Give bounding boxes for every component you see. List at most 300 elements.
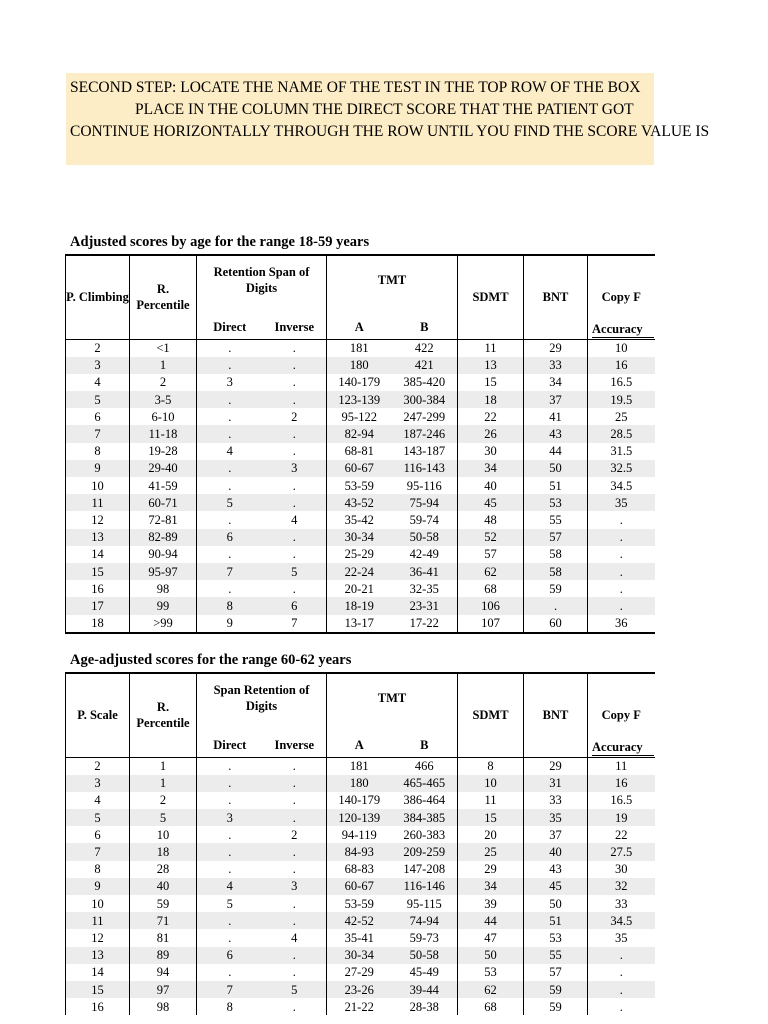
header-sdmt: SDMT: [458, 673, 524, 757]
score-table-60-62: [65, 672, 655, 1015]
header-bnt: BNT: [524, 673, 588, 757]
cell-tmt-b: 116-146: [392, 878, 458, 895]
cell-direct: .: [197, 546, 263, 563]
cell-p-score: 8: [66, 443, 130, 460]
cell-percentile: 40: [130, 878, 197, 895]
cell-tmt-a: 30-34: [327, 529, 392, 546]
cell-bnt: 37: [524, 391, 588, 408]
cell-direct: .: [197, 912, 263, 929]
header-tmt-b: B: [420, 319, 429, 334]
cell-tmt-b: 422: [392, 339, 458, 357]
cell-tmt-b: 260-383: [392, 826, 458, 843]
cell-percentile: 1: [130, 775, 197, 792]
table-row: [66, 425, 655, 442]
table-row: [66, 597, 655, 614]
cell-tmt-a: 120-139: [327, 809, 392, 826]
cell-p-score: 11: [66, 494, 130, 511]
cell-sdmt: 106: [458, 597, 524, 614]
cell-tmt-b: 45-49: [392, 964, 458, 981]
cell-p-score: 10: [66, 895, 130, 912]
cell-tmt-a: 180: [327, 775, 392, 792]
cell-copy-accuracy: .: [588, 580, 655, 597]
cell-tmt-b: 36-41: [392, 563, 458, 580]
cell-inverse: .: [263, 792, 327, 809]
cell-direct: 8: [197, 597, 263, 614]
cell-sdmt: 11: [458, 339, 524, 357]
table-row: [66, 998, 655, 1015]
cell-percentile: <1: [130, 339, 197, 357]
cell-sdmt: 29: [458, 861, 524, 878]
cell-inverse: 5: [263, 563, 327, 580]
cell-inverse: 7: [263, 615, 327, 633]
header-direct: Direct: [197, 315, 263, 339]
cell-tmt-a: 60-67: [327, 878, 392, 895]
cell-tmt-a: 140-179: [327, 792, 392, 809]
cell-bnt: 53: [524, 929, 588, 946]
cell-bnt: 59: [524, 998, 588, 1015]
cell-sdmt: 62: [458, 981, 524, 998]
cell-tmt-b: 32-35: [392, 580, 458, 597]
header-tmt-b: B: [420, 737, 429, 752]
cell-percentile: 2: [130, 374, 197, 391]
cell-copy-accuracy: 32: [588, 878, 655, 895]
cell-p-score: 9: [66, 878, 130, 895]
table-row: [66, 757, 655, 775]
cell-percentile: >99: [130, 615, 197, 633]
header-p-scale: P. Scale: [66, 673, 130, 757]
cell-direct: 6: [197, 529, 263, 546]
cell-copy-accuracy: 35: [588, 929, 655, 946]
cell-sdmt: 47: [458, 929, 524, 946]
table-row: [66, 615, 655, 633]
header-digit-span: Retention Span of Digits: [197, 255, 327, 315]
cell-copy-accuracy: 30: [588, 861, 655, 878]
cell-copy-accuracy: 28.5: [588, 425, 655, 442]
cell-tmt-a: 68-81: [327, 443, 392, 460]
cell-direct: .: [197, 929, 263, 946]
cell-inverse: 4: [263, 929, 327, 946]
header-copy-f: Copy F: [588, 673, 655, 757]
cell-inverse: .: [263, 843, 327, 860]
cell-percentile: 18: [130, 843, 197, 860]
cell-copy-accuracy: 16: [588, 357, 655, 374]
instruction-line-2: PLACE IN THE COLUMN THE DIRECT SCORE THAT THE PATIENT GOT: [135, 101, 634, 118]
table-row: [66, 529, 655, 546]
cell-sdmt: 8: [458, 757, 524, 775]
cell-tmt-a: 13-17: [327, 615, 392, 633]
cell-bnt: 55: [524, 947, 588, 964]
table-row: [66, 826, 655, 843]
header-copy-f: Copy F: [588, 255, 655, 339]
table-row: [66, 947, 655, 964]
cell-percentile: 59: [130, 895, 197, 912]
cell-tmt-a: 42-52: [327, 912, 392, 929]
cell-copy-accuracy: 16.5: [588, 792, 655, 809]
cell-bnt: 50: [524, 895, 588, 912]
cell-sdmt: 50: [458, 947, 524, 964]
cell-tmt-a: 181: [327, 339, 392, 357]
cell-copy-accuracy: 35: [588, 494, 655, 511]
cell-direct: .: [197, 391, 263, 408]
cell-copy-accuracy: 22: [588, 826, 655, 843]
cell-tmt-a: 25-29: [327, 546, 392, 563]
cell-tmt-a: 53-59: [327, 895, 392, 912]
cell-direct: .: [197, 425, 263, 442]
cell-bnt: .: [524, 597, 588, 614]
cell-bnt: 51: [524, 477, 588, 494]
table-title: Adjusted scores by age for the range 18-59 years: [70, 234, 370, 250]
cell-inverse: .: [263, 425, 327, 442]
cell-sdmt: 11: [458, 792, 524, 809]
cell-percentile: 95-97: [130, 563, 197, 580]
cell-bnt: 35: [524, 809, 588, 826]
cell-inverse: .: [263, 391, 327, 408]
table-body: [66, 339, 655, 633]
cell-percentile: 94: [130, 964, 197, 981]
cell-tmt-b: 385-420: [392, 374, 458, 391]
cell-tmt-a: 95-122: [327, 408, 392, 425]
cell-bnt: 45: [524, 878, 588, 895]
cell-tmt-b: 95-115: [392, 895, 458, 912]
cell-tmt-b: 39-44: [392, 981, 458, 998]
cell-bnt: 40: [524, 843, 588, 860]
cell-copy-accuracy: 27.5: [588, 843, 655, 860]
cell-inverse: 3: [263, 878, 327, 895]
table-body: [66, 757, 655, 1015]
cell-tmt-a: 22-24: [327, 563, 392, 580]
cell-p-score: 16: [66, 580, 130, 597]
cell-p-score: 13: [66, 529, 130, 546]
cell-percentile: 97: [130, 981, 197, 998]
table-row: [66, 861, 655, 878]
header-p-climbing: P. Climbing: [66, 255, 130, 339]
table-row: [66, 929, 655, 946]
cell-tmt-b: 42-49: [392, 546, 458, 563]
cell-percentile: 71: [130, 912, 197, 929]
cell-copy-accuracy: .: [588, 964, 655, 981]
cell-p-score: 16: [66, 998, 130, 1015]
cell-tmt-b: 386-464: [392, 792, 458, 809]
cell-copy-accuracy: 16.5: [588, 374, 655, 391]
cell-direct: 7: [197, 981, 263, 998]
cell-inverse: 6: [263, 597, 327, 614]
cell-bnt: 60: [524, 615, 588, 633]
table-row: [66, 460, 655, 477]
table-row: [66, 391, 655, 408]
cell-p-score: 6: [66, 826, 130, 843]
cell-copy-accuracy: .: [588, 546, 655, 563]
table-row: [66, 981, 655, 998]
table-row: [66, 563, 655, 580]
cell-tmt-b: 147-208: [392, 861, 458, 878]
cell-direct: .: [197, 580, 263, 597]
cell-direct: 5: [197, 494, 263, 511]
cell-inverse: .: [263, 529, 327, 546]
cell-tmt-a: 35-42: [327, 511, 392, 528]
cell-tmt-a: 53-59: [327, 477, 392, 494]
cell-p-score: 15: [66, 981, 130, 998]
cell-sdmt: 39: [458, 895, 524, 912]
cell-direct: 8: [197, 998, 263, 1015]
cell-percentile: 2: [130, 792, 197, 809]
cell-inverse: .: [263, 757, 327, 775]
cell-inverse: .: [263, 809, 327, 826]
cell-p-score: 13: [66, 947, 130, 964]
cell-copy-accuracy: 16: [588, 775, 655, 792]
cell-copy-accuracy: .: [588, 597, 655, 614]
cell-sdmt: 25: [458, 843, 524, 860]
cell-copy-accuracy: 25: [588, 408, 655, 425]
cell-bnt: 29: [524, 757, 588, 775]
cell-direct: .: [197, 460, 263, 477]
table-row: [66, 964, 655, 981]
cell-sdmt: 45: [458, 494, 524, 511]
cell-p-score: 10: [66, 477, 130, 494]
cell-copy-accuracy: 32.5: [588, 460, 655, 477]
cell-bnt: 33: [524, 792, 588, 809]
cell-tmt-a: 84-93: [327, 843, 392, 860]
cell-copy-accuracy: .: [588, 511, 655, 528]
cell-inverse: .: [263, 964, 327, 981]
cell-percentile: 72-81: [130, 511, 197, 528]
cell-direct: .: [197, 861, 263, 878]
cell-copy-accuracy: 34.5: [588, 912, 655, 929]
cell-percentile: 5: [130, 809, 197, 826]
cell-tmt-a: 30-34: [327, 947, 392, 964]
header-r-percentile: R. Percentile: [130, 673, 197, 757]
cell-inverse: .: [263, 998, 327, 1015]
cell-tmt-b: 74-94: [392, 912, 458, 929]
cell-tmt-b: 247-299: [392, 408, 458, 425]
cell-copy-accuracy: .: [588, 998, 655, 1015]
cell-copy-accuracy: .: [588, 981, 655, 998]
header-accuracy: Accuracy: [592, 322, 654, 338]
cell-sdmt: 20: [458, 826, 524, 843]
cell-copy-accuracy: 10: [588, 339, 655, 357]
cell-bnt: 51: [524, 912, 588, 929]
cell-tmt-a: 123-139: [327, 391, 392, 408]
cell-sdmt: 18: [458, 391, 524, 408]
cell-inverse: 4: [263, 511, 327, 528]
cell-sdmt: 30: [458, 443, 524, 460]
cell-sdmt: 34: [458, 878, 524, 895]
table-row: [66, 374, 655, 391]
cell-tmt-b: 116-143: [392, 460, 458, 477]
cell-tmt-a: 181: [327, 757, 392, 775]
cell-sdmt: 57: [458, 546, 524, 563]
cell-direct: .: [197, 826, 263, 843]
cell-bnt: 55: [524, 511, 588, 528]
cell-sdmt: 34: [458, 460, 524, 477]
table-row: [66, 339, 655, 357]
cell-percentile: 6-10: [130, 408, 197, 425]
header-sdmt: SDMT: [458, 255, 524, 339]
cell-bnt: 53: [524, 494, 588, 511]
cell-tmt-b: 75-94: [392, 494, 458, 511]
cell-percentile: 60-71: [130, 494, 197, 511]
cell-copy-accuracy: 33: [588, 895, 655, 912]
cell-inverse: .: [263, 580, 327, 597]
cell-copy-accuracy: 19.5: [588, 391, 655, 408]
table-row: [66, 443, 655, 460]
cell-direct: .: [197, 757, 263, 775]
cell-percentile: 98: [130, 580, 197, 597]
cell-inverse: .: [263, 339, 327, 357]
cell-p-score: 14: [66, 546, 130, 563]
cell-sdmt: 22: [458, 408, 524, 425]
cell-copy-accuracy: 34.5: [588, 477, 655, 494]
cell-tmt-a: 27-29: [327, 964, 392, 981]
table-row: [66, 843, 655, 860]
table-row: [66, 580, 655, 597]
cell-p-score: 12: [66, 511, 130, 528]
cell-percentile: 19-28: [130, 443, 197, 460]
cell-direct: .: [197, 357, 263, 374]
cell-tmt-a: 43-52: [327, 494, 392, 511]
cell-bnt: 58: [524, 563, 588, 580]
cell-direct: .: [197, 477, 263, 494]
cell-tmt-b: 143-187: [392, 443, 458, 460]
cell-p-score: 4: [66, 374, 130, 391]
cell-sdmt: 48: [458, 511, 524, 528]
table-row: [66, 809, 655, 826]
cell-p-score: 3: [66, 357, 130, 374]
cell-tmt-b: 50-58: [392, 529, 458, 546]
cell-percentile: 99: [130, 597, 197, 614]
cell-copy-accuracy: 11: [588, 757, 655, 775]
cell-inverse: .: [263, 912, 327, 929]
cell-tmt-b: 95-116: [392, 477, 458, 494]
cell-percentile: 1: [130, 757, 197, 775]
cell-p-score: 3: [66, 775, 130, 792]
table-row: [66, 357, 655, 374]
cell-direct: 3: [197, 374, 263, 391]
cell-direct: 4: [197, 443, 263, 460]
cell-tmt-b: 421: [392, 357, 458, 374]
cell-bnt: 50: [524, 460, 588, 477]
cell-percentile: 41-59: [130, 477, 197, 494]
cell-tmt-a: 23-26: [327, 981, 392, 998]
cell-inverse: .: [263, 443, 327, 460]
header-tmt-a: A: [327, 315, 392, 339]
cell-percentile: 81: [130, 929, 197, 946]
cell-p-score: 6: [66, 408, 130, 425]
cell-direct: .: [197, 339, 263, 357]
header-tmt: TMT: [327, 673, 458, 733]
cell-percentile: 82-89: [130, 529, 197, 546]
cell-tmt-a: 140-179: [327, 374, 392, 391]
cell-sdmt: 26: [458, 425, 524, 442]
cell-p-score: 7: [66, 425, 130, 442]
cell-inverse: .: [263, 775, 327, 792]
cell-tmt-b: 187-246: [392, 425, 458, 442]
cell-tmt-a: 82-94: [327, 425, 392, 442]
cell-sdmt: 68: [458, 998, 524, 1015]
cell-tmt-b: 50-58: [392, 947, 458, 964]
cell-sdmt: 107: [458, 615, 524, 633]
cell-sdmt: 53: [458, 964, 524, 981]
cell-sdmt: 10: [458, 775, 524, 792]
cell-percentile: 90-94: [130, 546, 197, 563]
table-row: [66, 546, 655, 563]
table-row: [66, 912, 655, 929]
cell-p-score: 8: [66, 861, 130, 878]
table-row: [66, 792, 655, 809]
score-table-18-59: [65, 254, 655, 634]
header-tmt: TMT: [327, 255, 458, 315]
cell-p-score: 4: [66, 792, 130, 809]
cell-sdmt: 52: [458, 529, 524, 546]
header-direct: Direct: [197, 733, 263, 757]
cell-tmt-b: 28-38: [392, 998, 458, 1015]
cell-tmt-b: 384-385: [392, 809, 458, 826]
header-inverse: Inverse: [274, 737, 315, 752]
cell-percentile: 10: [130, 826, 197, 843]
cell-direct: .: [197, 408, 263, 425]
table-row: [66, 408, 655, 425]
cell-p-score: 12: [66, 929, 130, 946]
cell-inverse: .: [263, 895, 327, 912]
cell-inverse: 2: [263, 826, 327, 843]
cell-tmt-a: 94-119: [327, 826, 392, 843]
cell-tmt-a: 60-67: [327, 460, 392, 477]
cell-tmt-a: 180: [327, 357, 392, 374]
cell-direct: .: [197, 792, 263, 809]
header-digit-span: Span Retention of Digits: [197, 673, 327, 733]
cell-sdmt: 13: [458, 357, 524, 374]
cell-percentile: 3-5: [130, 391, 197, 408]
cell-p-score: 7: [66, 843, 130, 860]
cell-tmt-a: 21-22: [327, 998, 392, 1015]
cell-bnt: 58: [524, 546, 588, 563]
cell-p-score: 18: [66, 615, 130, 633]
cell-p-score: 5: [66, 809, 130, 826]
instruction-line-3: CONTINUE HORIZONTALLY THROUGH THE ROW UNTIL YOU FIND THE SCORE VALUE IS: [70, 123, 710, 140]
cell-sdmt: 40: [458, 477, 524, 494]
cell-direct: .: [197, 511, 263, 528]
cell-p-score: 2: [66, 339, 130, 357]
cell-tmt-a: 20-21: [327, 580, 392, 597]
cell-inverse: .: [263, 546, 327, 563]
header-bnt: BNT: [524, 255, 588, 339]
cell-inverse: .: [263, 357, 327, 374]
cell-bnt: 44: [524, 443, 588, 460]
cell-tmt-b: 23-31: [392, 597, 458, 614]
cell-direct: 6: [197, 947, 263, 964]
cell-bnt: 41: [524, 408, 588, 425]
cell-tmt-b: 17-22: [392, 615, 458, 633]
cell-direct: 5: [197, 895, 263, 912]
cell-direct: 3: [197, 809, 263, 826]
cell-inverse: 2: [263, 408, 327, 425]
cell-inverse: .: [263, 947, 327, 964]
instruction-line-1: SECOND STEP: LOCATE THE NAME OF THE TEST IN THE TOP ROW OF THE BOX: [70, 79, 641, 96]
cell-percentile: 98: [130, 998, 197, 1015]
cell-p-score: 14: [66, 964, 130, 981]
cell-sdmt: 15: [458, 374, 524, 391]
table-row: [66, 775, 655, 792]
cell-p-score: 2: [66, 757, 130, 775]
cell-bnt: 31: [524, 775, 588, 792]
cell-p-score: 17: [66, 597, 130, 614]
cell-tmt-b: 466: [392, 757, 458, 775]
cell-bnt: 43: [524, 861, 588, 878]
cell-inverse: .: [263, 374, 327, 391]
cell-bnt: 43: [524, 425, 588, 442]
header-tmt-a: A: [327, 733, 392, 757]
cell-percentile: 11-18: [130, 425, 197, 442]
cell-percentile: 29-40: [130, 460, 197, 477]
